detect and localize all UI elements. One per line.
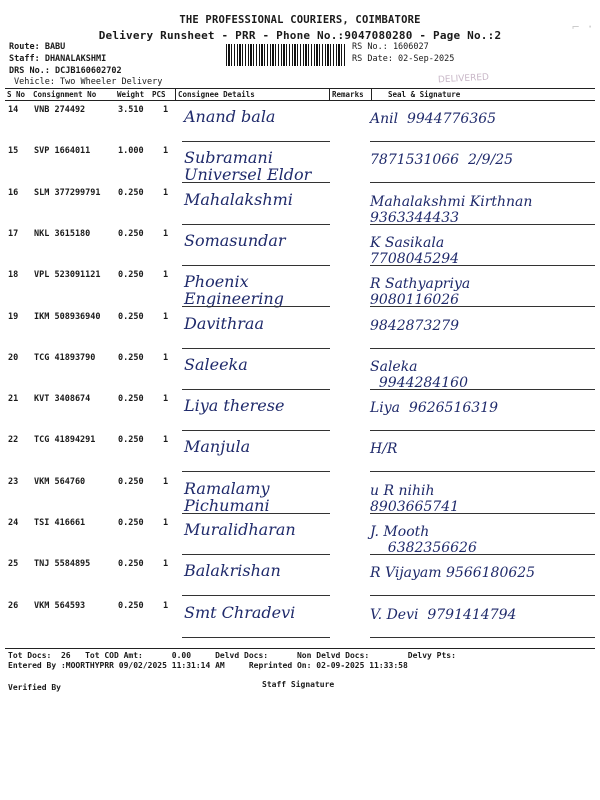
row-signature: J. Mooth 6382356626 [370,524,477,556]
row-sno: 22 [8,435,19,446]
row-weight: 0.250 [118,311,144,322]
row-consignment-no: TCG 41893790 [34,352,96,363]
row-sno: 23 [8,476,19,487]
row-consignee: Balakrishan [184,561,281,581]
row-consignee: Mahalakshmi [184,189,293,209]
row-pcs: 1 [163,600,169,611]
table-row [0,390,600,431]
row-consignee: Muralidharan [184,520,296,539]
row-consignee: Davithraa [184,313,264,333]
row-consignee: Anand bala [184,107,276,126]
row-consignment-no: VPL 523091121 [34,270,101,281]
row-consignment-no: IKM 508936940 [34,311,101,322]
row-consignment-no: VNB 274492 [34,105,86,115]
col-divider [175,88,176,101]
row-pcs: 1 [163,105,169,115]
col-signature: Seal & Signature [388,90,461,99]
row-sno: 17 [8,228,19,239]
signature-underline [370,637,595,638]
table-row [0,597,600,638]
row-sno: 19 [8,311,19,322]
row-weight: 0.250 [118,270,144,281]
row-signature: u R nihih 8903665741 [370,482,460,515]
row-consignee: Liya therese [184,396,285,416]
row-consignee: Manjula [184,437,251,457]
row-pcs: 1 [163,311,169,322]
row-signature: K Sasikala 7708045294 [370,234,460,267]
company-title: THE PROFESSIONAL COURIERS, COIMBATORE [179,14,421,26]
row-sno: 25 [8,559,19,570]
row-consignment-no: TNJ 5584895 [34,559,91,570]
rs-number: RS No.: 1606027 [352,42,429,52]
row-consignee: Smt Chradevi [184,602,296,622]
row-sno: 21 [8,394,19,405]
col-consignment: Consignment No [33,90,97,99]
consignee-underline [182,637,330,638]
col-weight: Weight [117,90,145,99]
row-weight: 0.250 [118,228,144,239]
row-sno: 15 [8,146,19,157]
row-consignee: Ramalamy Pichumani [184,478,270,515]
row-consignment-no: SLM 377299791 [34,187,101,198]
col-divider [329,88,330,101]
row-weight: 3.510 [118,105,144,115]
table-row [0,349,600,390]
row-weight: 0.250 [118,600,144,611]
row-consignment-no: KVT 3408674 [34,394,91,405]
table-row [0,514,600,555]
row-sno: 14 [8,105,19,115]
row-consignment-no: VKM 564760 [34,476,86,487]
row-signature: 9842873279 [370,317,460,334]
row-pcs: 1 [163,228,169,239]
row-signature: V. Devi 9791414794 [370,606,517,623]
row-weight: 0.250 [118,352,144,363]
row-weight: 1.000 [118,146,144,157]
row-weight: 0.250 [118,435,144,446]
barcode [226,44,346,66]
row-consignment-no: TSI 416661 [34,518,86,528]
row-pcs: 1 [163,394,169,405]
row-consignment-no: NKL 3615180 [34,228,91,239]
staff-label: Staff: DHANALAKSHMI [9,54,107,64]
row-pcs: 1 [163,270,169,281]
row-signature: Saleka 9944284160 [370,358,468,391]
row-pcs: 1 [163,146,169,157]
vehicle-label: Vehicle: Two Wheeler Delivery [14,77,163,87]
row-consignee: Subramani Universel Eldor [184,148,312,185]
row-pcs: 1 [163,518,169,528]
footer-line [5,648,595,649]
table-row [0,473,600,514]
table-row [0,225,600,266]
runsheet-subtitle: Delivery Runsheet - PRR - Phone No.:9047080280 - Page No.:2 [98,29,502,42]
col-pcs: PCS [152,90,166,99]
row-sno: 26 [8,600,19,611]
footer-totals: Tot Docs: 26 Tot COD Amt: 0.00 Delvd Docs: Non Delvd Docs: Delvy Pts: [8,651,456,660]
row-signature: R Sathyapriya 9080116026 [370,276,471,309]
table-row [0,101,600,142]
header-top-line [5,88,595,89]
table-row [0,184,600,225]
row-consignee: Saleeka [184,354,248,374]
row-sno: 20 [8,352,19,363]
verified-by: Verified By [8,683,61,692]
table-row [0,308,600,349]
row-weight: 0.250 [118,394,144,405]
col-divider [371,88,372,101]
row-sno: 16 [8,187,19,198]
row-consignee: Somasundar [184,230,286,250]
route-label: Route: BABU [9,42,66,52]
row-sno: 24 [8,518,19,528]
row-pcs: 1 [163,435,169,446]
row-signature: Liya 9626516319 [370,400,499,417]
table-row [0,266,600,307]
col-sno: S No [7,90,26,99]
row-weight: 0.250 [118,518,144,528]
row-weight: 0.250 [118,559,144,570]
row-pcs: 1 [163,187,169,198]
row-signature: R Vijayam 9566180625 [370,565,536,582]
row-consignment-no: SVP 1664011 [34,146,91,157]
row-signature: 7871531066 2/9/25 [370,152,514,169]
table-row [0,431,600,472]
drs-number: DRS No.: DCJB160602702 [9,66,122,76]
row-signature: H/R [370,441,398,458]
row-pcs: 1 [163,559,169,570]
row-signature: Anil 9944776365 [370,111,497,127]
row-signature: Mahalakshmi Kirthnan 9363344433 [370,193,533,226]
row-weight: 0.250 [118,187,144,198]
corner-mark: ⌐ · [572,20,594,34]
col-remarks: Remarks [332,90,364,99]
row-pcs: 1 [163,352,169,363]
row-consignment-no: VKM 564593 [34,600,86,611]
table-row [0,555,600,596]
staff-signature-label: Staff Signature [262,680,335,689]
rs-date: RS Date: 02-Sep-2025 [352,54,455,64]
row-weight: 0.250 [118,476,144,487]
table-row [0,142,600,183]
col-consignee: Consignee Details [178,90,255,99]
row-consignee: Phoenix Engineering [184,272,284,309]
row-pcs: 1 [163,476,169,487]
row-consignment-no: TCG 41894291 [34,435,96,446]
row-sno: 18 [8,270,19,281]
footer-entered: Entered By :MOORTHYPRR 09/02/2025 11:31:14 AM Reprinted On: 02-09-2025 11:33:58 [8,661,408,670]
faint-stamp: DELIVERED [437,72,490,86]
